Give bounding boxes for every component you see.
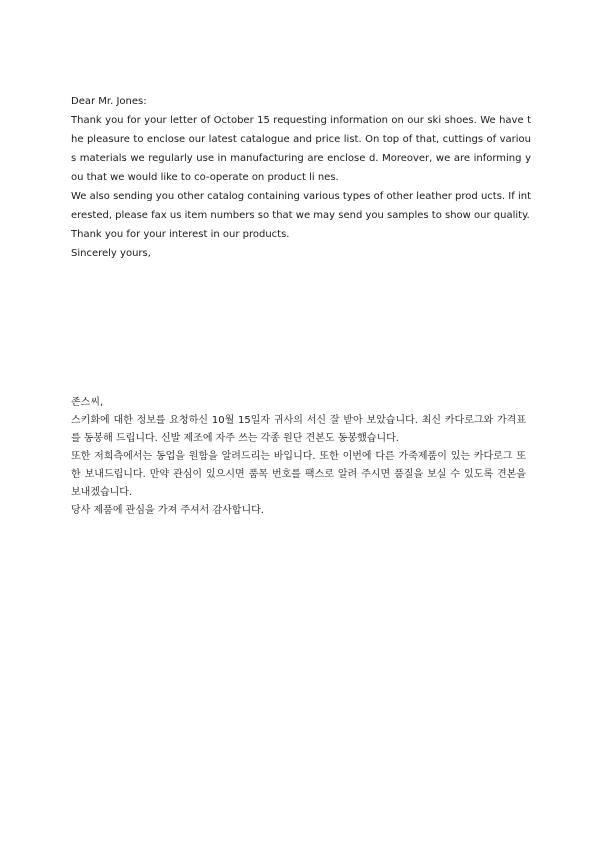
letter-closing: Sincerely yours, (71, 248, 151, 259)
korean-paragraph-3: 당사 제품에 관심을 가져 주셔서 감사합니다. (71, 505, 264, 516)
korean-paragraph-2: 또한 저희측에서는 동업을 원함을 알려드리는 바입니다. 또한 이번에 다른 가죽제품이 있는 카다로그 또한 보내드립니다. 만약 관심이 있으시면 품목 번호를 팩스로 알려 주시면 품질을 보실 수 있도록 견본을 보내겠습니다. (71, 451, 526, 498)
letter-paragraph-2: We also sending you other catalog containing various types of other leather prod ucts. If interested, please fax us item numbers so that we may send you samples to show our quality. (71, 191, 531, 221)
korean-salutation: 존스씨, (71, 397, 104, 408)
letter-paragraph-1: Thank you for your letter of October 15 requesting information on our ski shoes. We have the pleasure to enclose our latest catalogue and price list. On top of that, cuttings of various materials we regularly use in manufacturing are enclose d. Moreover, we are informing you that we would like to co-operate on product li nes. (71, 115, 531, 183)
letter-paragraph-3: Thank you for your interest in our products. (71, 229, 290, 240)
korean-paragraph-1: 스키화에 대한 정보를 요청하신 10월 15일자 귀사의 서신 잘 받아 보았습니다. 최신 카다로그와 가격표를 동봉해 드립니다. 신발 제조에 자주 쓰는 각종 원단 견본도 동봉했습니다. (71, 415, 526, 444)
letter-salutation: Dear Mr. Jones: (71, 96, 147, 107)
english-letter (71, 92, 531, 263)
korean-translation (71, 394, 526, 520)
